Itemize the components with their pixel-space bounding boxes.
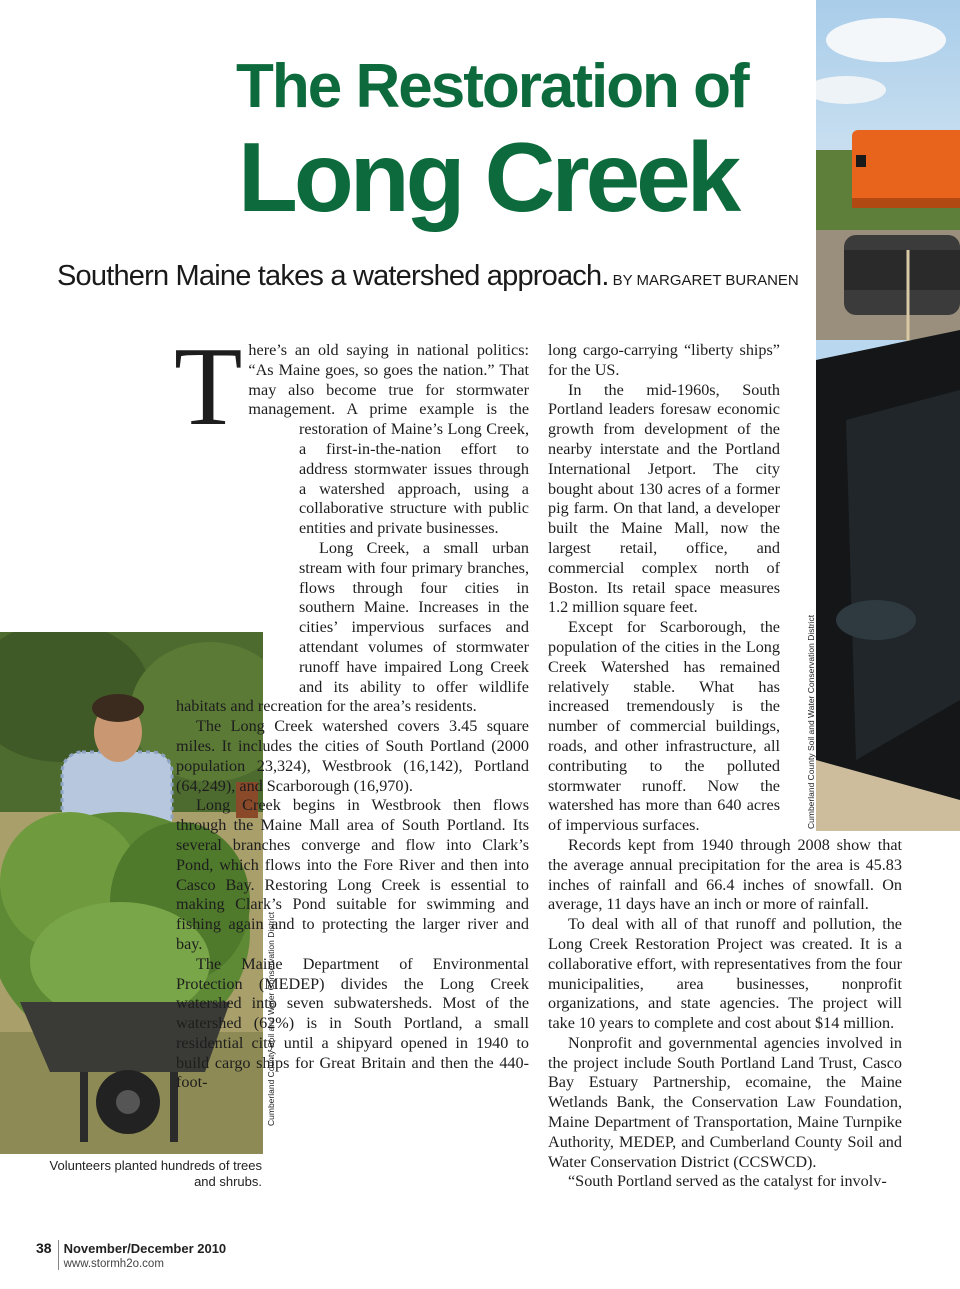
paragraph: Long Creek, a small urban stream with four primary branches, flows through four cities in southern Maine. Increases in the cities’ impervious surfaces and attendant volumes of stormwater runoff have impaired Long Creek and its ability to offer wildlife habitats and recreation for the area’s residents.	[176, 538, 529, 716]
page-number: 38	[36, 1240, 52, 1256]
footer-text	[64, 1240, 227, 1272]
body-column-1	[174, 325, 529, 1093]
paragraph: here’s an old saying in national politics: “As Maine goes, so goes the nation.” That may also become true for stormwater management. A prime example is the restoration of Maine’s Long Creek, a first-in-the-nation effort to address stormwater issues through a watershed approach, using a collaborative structure with public entities and private businesses.	[248, 341, 529, 538]
deck: Southern Maine takes a watershed approach.	[57, 260, 609, 292]
photo-wrap-space	[176, 431, 299, 687]
paragraph: “South Portland served as the catalyst for involv-	[568, 1172, 887, 1191]
page-footer	[36, 1240, 226, 1272]
issue-date: November/December 2010	[63, 1241, 227, 1256]
body-column-2	[548, 341, 902, 1192]
paragraph: To deal with all of that runoff and pollution, the Long Creek Restoration Project was created. It is a collaborative effort, with representatives from the four municipalities, area businesses, nonprofit organizations, and state agencies. The project will take 10 years to complete and cost about $14 million.	[548, 915, 902, 1033]
right-photo-credit: Cumberland County Soil and Water Conservation District	[806, 614, 816, 829]
photo-caption: Volunteers planted hundreds of trees and shrubs.	[49, 1158, 262, 1189]
footer-divider	[58, 1240, 59, 1270]
title-line-1: The Restoration of	[236, 52, 748, 121]
left-photo-credit: Cumberland County Soil and Water Conservation District	[266, 911, 276, 1126]
paragraph: Except for Scarborough, the population of the cities in the Long Creek Watershed has remained relatively stable. What has increased tremendously is the number of commercial buildings, roads, and other infrastructure, all contributing to the polluted stormwater runoff. Now the watershed has more than 640 acres of impervious surfaces.	[548, 618, 780, 835]
photo-wrap-space	[780, 341, 902, 834]
paragraph: Nonprofit and governmental agencies involved in the project include South Portland Land Trust, Casco Bay Estuary Partnership, ecomaine, the Maine Wetlands Bank, the Conservation Law Foundation, Maine Department of Transportation, Maine Turnpike Authority, MEDEP, and Cumberland County Soil and Water Conservation District (CCSWCD).	[548, 1033, 902, 1171]
subtitle	[57, 258, 799, 299]
paragraph: Long Creek begins in Westbrook then flows through the Maine Mall area of South Portland. Its several branches converge and flow into Clark’s Pond, which flows into the Fore River and then into Casco Bay. Restoring Long Creek is essential to making Clark’s Pond suitable for swimming and fishing again and to protecting the larger river and bay.	[176, 796, 529, 953]
paragraph: Records kept from 1940 through 2008 show that the average annual precipitation for the area is 45.83 inches of rainfall and 66.4 inches of snowfall. On average, 11 days have an inch or more of rainfall.	[548, 835, 902, 914]
paragraph: The Long Creek watershed covers 3.45 square miles. It includes the cities of South Portland (2000 population 23,324), Westbrook (16,142), Portland (64,249), and Scarborough (16,970).	[176, 717, 529, 795]
paragraph: In the mid-1960s, South Portland leaders foresaw economic growth from development of the nearby interstate and the Portland International Jetport. The city bought about 130 acres of a former pig farm. On that land, a developer built the Maine Mall, now the largest retail, office, and commercial complex north of Boston. Its retail space measures 1.2 million square feet.	[548, 380, 780, 617]
drop-cap: T	[174, 325, 243, 449]
paragraph: long cargo-carrying “liberty ships” for the US.	[548, 341, 780, 379]
byline: BY MARGARET BURANEN	[612, 272, 799, 289]
paragraph: The Maine Department of Environmental Protection (MEDEP) divides the Long Creek watershed into seven subwatersheds. Most of the watershed (62%) is in South Portland, a small residential city until a shipyard opened in 1940 to build cargo ships for Great Britain and then the 440-foot-	[176, 954, 529, 1092]
website-url: www.stormh2o.com	[63, 1258, 164, 1270]
title-line-2: Long Creek	[238, 122, 738, 232]
